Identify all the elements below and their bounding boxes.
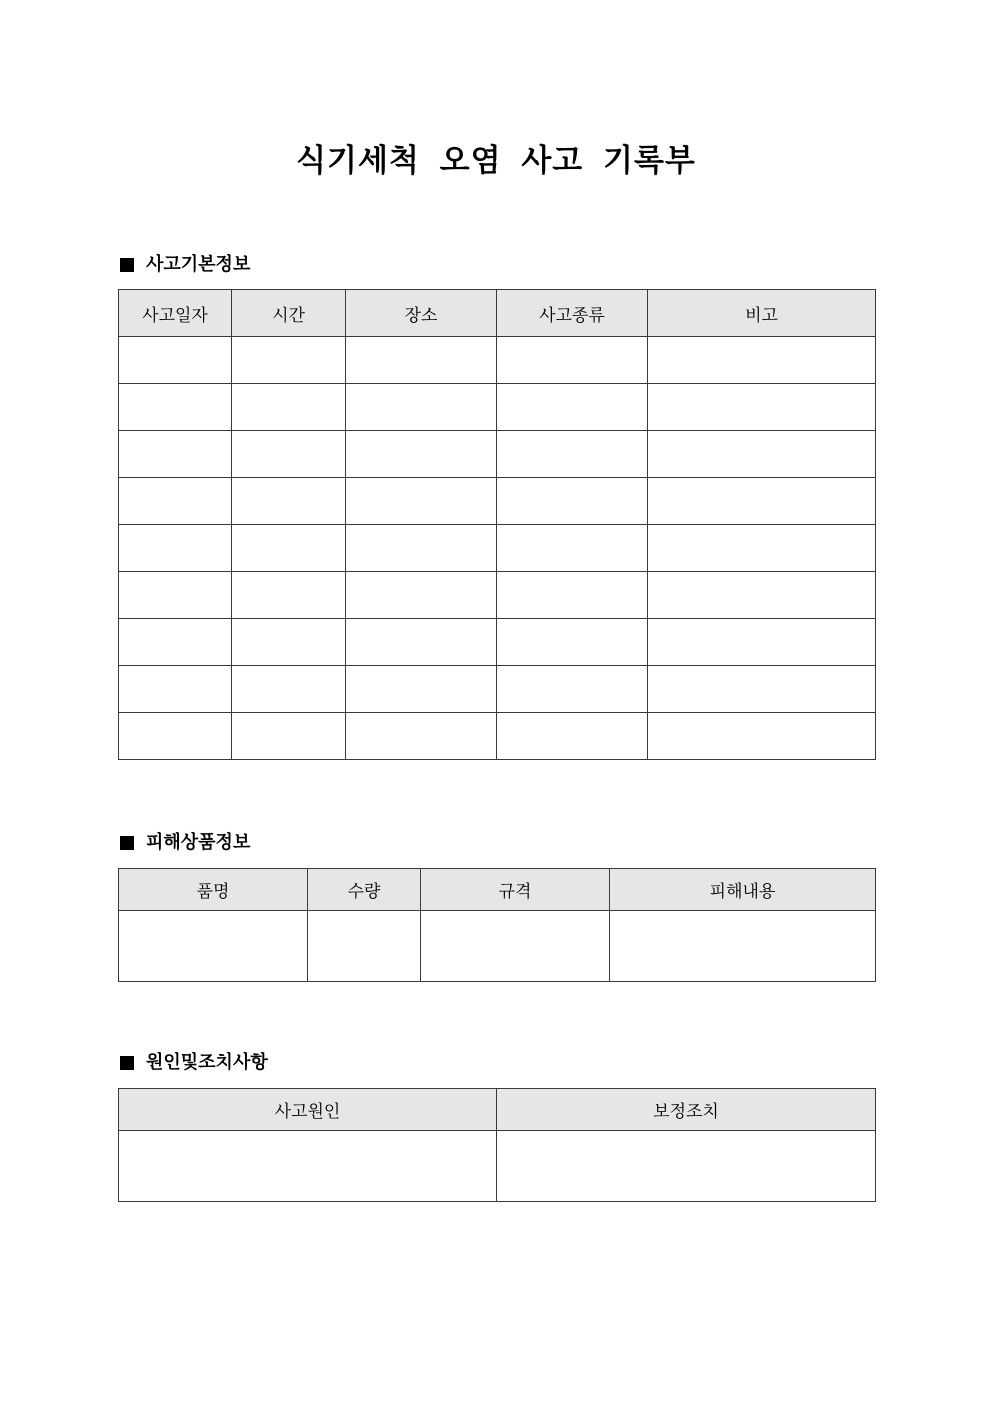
column-header-product-name: 품명 <box>119 869 308 911</box>
table-cell[interactable] <box>119 1131 497 1202</box>
column-header-accident-date: 사고일자 <box>119 290 232 337</box>
table-cell[interactable] <box>232 619 346 666</box>
section-heading-cause-action <box>120 1050 268 1076</box>
column-header-time: 시간 <box>232 290 346 337</box>
table-cell[interactable] <box>232 478 346 525</box>
table-cell[interactable] <box>497 619 648 666</box>
document-title: 식기세척 오염 사고 기록부 <box>296 143 696 179</box>
column-header-quantity: 수량 <box>308 869 421 911</box>
table-cell[interactable] <box>648 337 876 384</box>
table-row <box>119 525 876 572</box>
table-cell[interactable] <box>346 666 497 713</box>
table-cell[interactable] <box>346 619 497 666</box>
table-cell[interactable] <box>648 572 876 619</box>
table-cell[interactable] <box>308 911 421 982</box>
column-header-location: 장소 <box>346 290 497 337</box>
table-header-row <box>119 290 876 337</box>
table-cell[interactable] <box>346 478 497 525</box>
table-cell[interactable] <box>119 619 232 666</box>
table-cell[interactable] <box>648 478 876 525</box>
column-header-specification: 규격 <box>421 869 610 911</box>
table-cell[interactable] <box>119 713 232 760</box>
table-cell[interactable] <box>497 1131 876 1202</box>
table-header-row <box>119 1089 876 1131</box>
table-cell[interactable] <box>232 337 346 384</box>
section-heading-label: 피해상품정보 <box>146 832 251 853</box>
table-row <box>119 1131 876 1202</box>
table-cell[interactable] <box>346 384 497 431</box>
table-cell[interactable] <box>346 431 497 478</box>
table-row <box>119 619 876 666</box>
table-cell[interactable] <box>232 384 346 431</box>
table-cell[interactable] <box>421 911 610 982</box>
table-cell[interactable] <box>232 572 346 619</box>
table-row <box>119 572 876 619</box>
table-cell[interactable] <box>119 911 308 982</box>
table-cell[interactable] <box>119 337 232 384</box>
table-cell[interactable] <box>648 525 876 572</box>
table-cell[interactable] <box>346 525 497 572</box>
table-cell[interactable] <box>119 525 232 572</box>
column-header-corrective-action: 보정조치 <box>497 1089 876 1131</box>
table-row <box>119 337 876 384</box>
table-cell[interactable] <box>497 337 648 384</box>
table-cell[interactable] <box>232 431 346 478</box>
table-row <box>119 478 876 525</box>
section-heading-label: 사고기본정보 <box>146 254 251 275</box>
table-cell[interactable] <box>346 713 497 760</box>
table-row <box>119 431 876 478</box>
table-cell[interactable] <box>497 713 648 760</box>
table-cell[interactable] <box>119 666 232 713</box>
table-cell[interactable] <box>232 713 346 760</box>
table-cell[interactable] <box>497 525 648 572</box>
table-cell[interactable] <box>497 572 648 619</box>
section-heading-label: 원인및조치사항 <box>146 1052 268 1073</box>
table-row <box>119 911 876 982</box>
table-row <box>119 713 876 760</box>
damaged-goods-table <box>118 868 876 982</box>
table-header-row <box>119 869 876 911</box>
table-cell[interactable] <box>648 666 876 713</box>
column-header-remarks: 비고 <box>648 290 876 337</box>
table-cell[interactable] <box>648 384 876 431</box>
table-cell[interactable] <box>232 525 346 572</box>
table-cell[interactable] <box>648 619 876 666</box>
square-bullet-icon <box>120 258 134 272</box>
table-cell[interactable] <box>346 337 497 384</box>
table-cell[interactable] <box>648 431 876 478</box>
table-cell[interactable] <box>497 384 648 431</box>
table-row <box>119 666 876 713</box>
table-cell[interactable] <box>497 431 648 478</box>
table-cell[interactable] <box>232 666 346 713</box>
section-heading-damaged-goods <box>120 830 250 856</box>
table-cell[interactable] <box>346 572 497 619</box>
table-cell[interactable] <box>119 431 232 478</box>
table-cell[interactable] <box>497 478 648 525</box>
cause-action-table <box>118 1088 876 1202</box>
table-cell[interactable] <box>119 384 232 431</box>
table-cell[interactable] <box>119 572 232 619</box>
column-header-accident-type: 사고종류 <box>497 290 648 337</box>
table-cell[interactable] <box>610 911 876 982</box>
table-cell[interactable] <box>497 666 648 713</box>
square-bullet-icon <box>120 836 134 850</box>
square-bullet-icon <box>120 1056 134 1070</box>
section-heading-basic-info <box>120 252 250 278</box>
table-cell[interactable] <box>648 713 876 760</box>
table-row <box>119 384 876 431</box>
column-header-accident-cause: 사고원인 <box>119 1089 497 1131</box>
table-cell[interactable] <box>119 478 232 525</box>
accident-basic-info-table <box>118 289 876 760</box>
column-header-damage-details: 피해내용 <box>610 869 876 911</box>
